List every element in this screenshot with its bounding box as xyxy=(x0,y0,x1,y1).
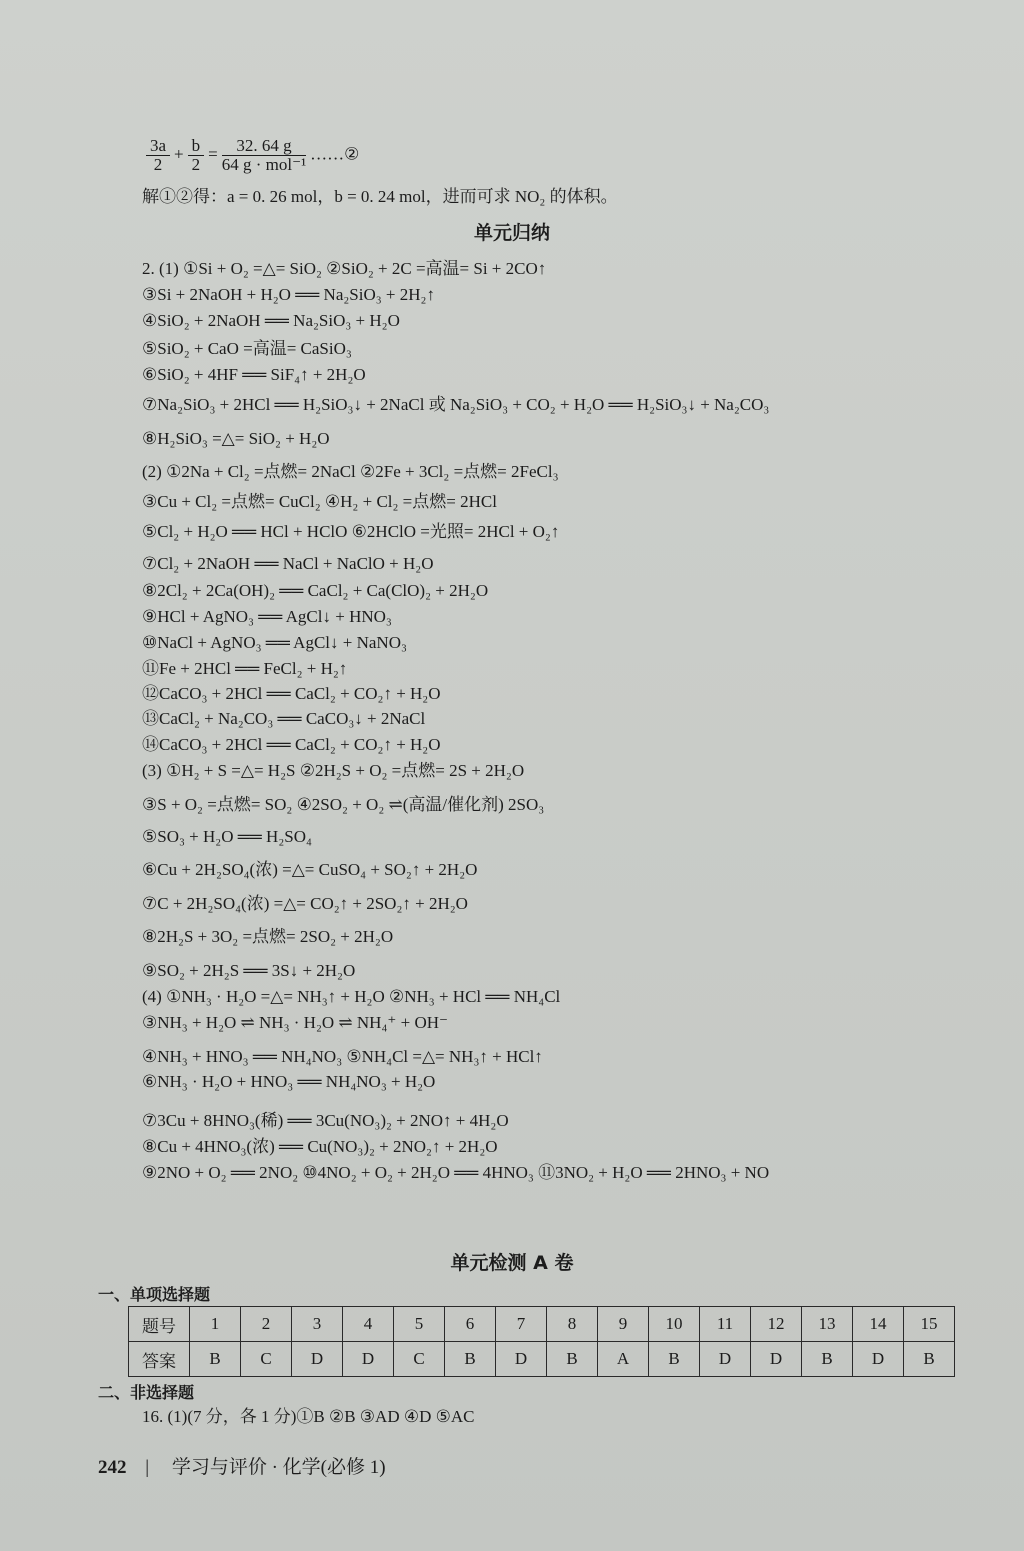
question-number-cell: 4 xyxy=(343,1307,394,1342)
answer-cell: D xyxy=(292,1342,343,1377)
question-number-cell: 1 xyxy=(190,1307,241,1342)
equation-line: ③Cu + Cl₂ =点燃= CuCl₂ ④H₂ + Cl₂ =点燃= 2HCl xyxy=(142,492,497,511)
solution-text: 解①②得：a = 0. 26 mol，b = 0. 24 mol，进而可求 NO₂ 的体积。 xyxy=(142,187,618,206)
equation-line: ⑦Cl₂ + 2NaOH ══ NaCl + NaClO + H₂O xyxy=(142,554,434,573)
answer-cell: B xyxy=(445,1342,496,1377)
equation-line: ⑤SiO₂ + CaO =高温= CaSiO₃ xyxy=(142,339,352,358)
equation-line: ⑨SO₂ + 2H₂S ══ 3S↓ + 2H₂O xyxy=(142,961,356,980)
book-title: 学习与评价 · 化学(必修 1) xyxy=(171,1457,386,1478)
question-number-cell: 15 xyxy=(904,1307,955,1342)
fraction-c: $\frac{32. 64 g}{\text{64 g · mol⁻¹}}$ xyxy=(221,136,307,174)
question-number-cell: 7 xyxy=(496,1307,547,1342)
fraction-b: $\frac{b}{2}$ xyxy=(188,137,205,174)
equation-line: ⑨2NO + O₂ ══ 2NO₂ ⑩4NO₂ + O₂ + 2H₂O ══ 4HNO₃ ⑪3NO₂ + H₂O ══ 2HNO₃ + NO xyxy=(142,1163,770,1182)
question-number-cell: 13 xyxy=(802,1307,853,1342)
equation-line: ⑬CaCl₂ + Na₂CO₃ ══ CaCO₃↓ + 2NaCl xyxy=(142,709,426,728)
equation-line: ④NH₃ + HNO₃ ══ NH₄NO₃ ⑤NH₄Cl =△= NH₃↑ + HCl↑ xyxy=(142,1047,543,1066)
answer-cell: B xyxy=(802,1342,853,1377)
table-header-number: 题号 xyxy=(129,1307,190,1342)
table-header-answer: 答案 xyxy=(129,1342,190,1377)
answer-cell: D xyxy=(496,1342,547,1377)
equation-tail: ……② xyxy=(310,144,360,164)
answer-cell: C xyxy=(394,1342,445,1377)
page-footer xyxy=(98,1452,386,1479)
answer-cell: D xyxy=(700,1342,751,1377)
equation-line: ⑩NaCl + AgNO₃ ══ AgCl↓ + NaNO₃ xyxy=(142,633,407,652)
equation-line: (4) ①NH₃ · H₂O =△= NH₃↑ + H₂O ②NH₃ + HCl ══ NH₄Cl xyxy=(142,987,561,1006)
answer-cell: A xyxy=(598,1342,649,1377)
equation-line: 2. (1) ①Si + O₂ =△= SiO₂ ②SiO₂ + 2C =高温= Si + 2CO↑ xyxy=(142,259,547,278)
equation-line: ⑧Cu + 4HNO₃(浓) ══ Cu(NO₃)₂ + 2NO₂↑ + 2H₂O xyxy=(142,1137,498,1156)
equation-line: ⑦3Cu + 8HNO₃(稀) ══ 3Cu(NO₃)₂ + 2NO↑ + 4H₂O xyxy=(142,1111,509,1130)
equation-line: ⑭CaCO₃ + 2HCl ══ CaCl₂ + CO₂↑ + H₂O xyxy=(142,735,441,754)
answer-cell: C xyxy=(241,1342,292,1377)
equation-line: ⑧H₂SiO₃ =△= SiO₂ + H₂O xyxy=(142,429,330,448)
equation-2: $\frac{3a}{2}$ + $\frac{b}{2}$ = $\frac{32. 64 g}{\text{64 g · mol⁻¹}}$ ……② xyxy=(142,137,359,174)
answer-cell: D xyxy=(853,1342,904,1377)
question-16: 16. (1)(7 分，各 1 分)①B ②B ③AD ④D ⑤AC xyxy=(142,1407,475,1426)
equation-line: (3) ①H₂ + S =△= H₂S ②2H₂S + O₂ =点燃= 2S + 2H₂O xyxy=(142,761,525,780)
question-number-cell: 5 xyxy=(394,1307,445,1342)
answer-cell: B xyxy=(649,1342,700,1377)
equation-line: ⑧2Cl₂ + 2Ca(OH)₂ ══ CaCl₂ + Ca(ClO)₂ + 2H₂O xyxy=(142,581,489,600)
question-number-cell: 6 xyxy=(445,1307,496,1342)
fraction-a: $\frac{3a}{2}$ xyxy=(146,137,170,174)
equation-line: ⑪Fe + 2HCl ══ FeCl₂ + H₂↑ xyxy=(142,659,348,678)
part2-label: 二、非选择题 xyxy=(98,1383,195,1402)
equation-line: (2) ①2Na + Cl₂ =点燃= 2NaCl ②2Fe + 3Cl₂ =点燃= 2FeCl₃ xyxy=(142,462,559,481)
question-number-cell: 10 xyxy=(649,1307,700,1342)
answer-cell: D xyxy=(343,1342,394,1377)
question-number-cell: 8 xyxy=(547,1307,598,1342)
equation-line: ③Si + 2NaOH + H₂O ══ Na₂SiO₃ + 2H₂↑ xyxy=(142,285,435,304)
answer-cell: D xyxy=(751,1342,802,1377)
page-number: 242 xyxy=(98,1457,127,1478)
equation-line: ⑥SiO₂ + 4HF ══ SiF₄↑ + 2H₂O xyxy=(142,365,366,384)
answer-table-answer-row xyxy=(129,1342,955,1377)
equation-line: ⑨HCl + AgNO₃ ══ AgCl↓ + HNO₃ xyxy=(142,607,392,626)
equation-line: ⑤Cl₂ + H₂O ══ HCl + HClO ⑥2HClO =光照= 2HCl + O₂↑ xyxy=(142,522,560,541)
answer-cell: B xyxy=(190,1342,241,1377)
answer-table xyxy=(128,1306,955,1377)
equation-line: ⑦C + 2H₂SO₄(浓) =△= CO₂↑ + 2SO₂↑ + 2H₂O xyxy=(142,894,468,913)
equation-line: ③S + O₂ =点燃= SO₂ ④2SO₂ + O₂ ⇌(高温/催化剂) 2SO₃ xyxy=(142,795,545,814)
equation-line: ④SiO₂ + 2NaOH ══ Na₂SiO₃ + H₂O xyxy=(142,311,400,330)
section-summary-title: 单元归纳 xyxy=(473,222,550,244)
question-number-cell: 2 xyxy=(241,1307,292,1342)
equation-line: ⑥NH₃ · H₂O + HNO₃ ══ NH₄NO₃ + H₂O xyxy=(142,1072,436,1091)
equation-line: ⑧2H₂S + 3O₂ =点燃= 2SO₂ + 2H₂O xyxy=(142,927,394,946)
equation-line: ⑫CaCO₃ + 2HCl ══ CaCl₂ + CO₂↑ + H₂O xyxy=(142,684,441,703)
equation-line: ⑦Na₂SiO₃ + 2HCl ══ H₂SiO₃↓ + 2NaCl 或 Na₂SiO₃ + CO₂ + H₂O ══ H₂SiO₃↓ + Na₂CO₃ xyxy=(142,395,770,414)
question-number-cell: 11 xyxy=(700,1307,751,1342)
section-test-title: 单元检测 A 卷 xyxy=(450,1252,574,1274)
question-number-cell: 9 xyxy=(598,1307,649,1342)
footer-divider: | xyxy=(145,1457,150,1478)
equation-line: ③NH₃ + H₂O ⇌ NH₃ · H₂O ⇌ NH₄⁺ + OH⁻ xyxy=(142,1013,448,1032)
equation-line: ⑤SO₃ + H₂O ══ H₂SO₄ xyxy=(142,827,312,846)
question-number-cell: 3 xyxy=(292,1307,343,1342)
answer-cell: B xyxy=(904,1342,955,1377)
part1-label: 一、单项选择题 xyxy=(98,1285,211,1304)
question-number-cell: 14 xyxy=(853,1307,904,1342)
answer-table-number-row xyxy=(129,1307,955,1342)
answer-cell: B xyxy=(547,1342,598,1377)
question-number-cell: 12 xyxy=(751,1307,802,1342)
equation-line: ⑥Cu + 2H₂SO₄(浓) =△= CuSO₄ + SO₂↑ + 2H₂O xyxy=(142,860,478,879)
